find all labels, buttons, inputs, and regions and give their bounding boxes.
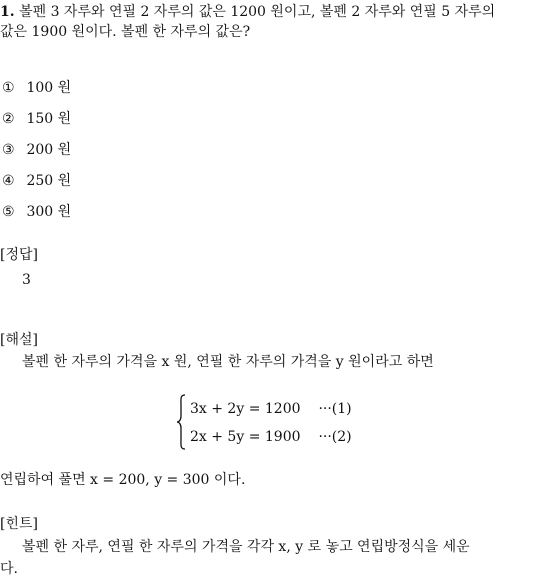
left-brace-icon: [176, 394, 186, 450]
option-marker: ④: [2, 173, 15, 189]
option-marker: ①: [2, 80, 15, 96]
hint-heading: [힌트]: [0, 516, 38, 532]
answer-value: 3: [22, 272, 31, 288]
equation-1: [190, 399, 352, 419]
equation-2-body: 2x + 5y = 1900: [190, 429, 301, 445]
equation-system: [176, 394, 376, 450]
hint-line-1: 볼펜 한 자루, 연필 한 자루의 가격을 각각 x, y 로 놓고 연립방정식을 세운: [22, 539, 470, 555]
question-number: 1.: [0, 4, 15, 20]
explanation-line-1: 볼펜 한 자루의 가격을 x 원, 연필 한 자루의 가격을 y 원이라고 하면: [22, 354, 434, 370]
equation-2-tag: ···(2): [318, 429, 352, 445]
option-2[interactable]: [2, 109, 71, 129]
question-text-1: 볼펜 3 자루와 연필 2 자루의 값은 1200 원이고, 볼펜 2 자루와 연필 5 자루의: [19, 4, 496, 20]
option-label: 300 원: [26, 204, 72, 220]
option-marker: ③: [2, 142, 15, 158]
question-line-2: [0, 22, 250, 42]
option-5[interactable]: [2, 202, 71, 222]
explanation-heading: [해설]: [0, 332, 38, 348]
question-line-1: [0, 2, 495, 22]
option-marker: ②: [2, 111, 15, 127]
option-1[interactable]: [2, 78, 71, 98]
equation-2: [190, 427, 352, 447]
option-label: 250 원: [26, 173, 72, 189]
option-3[interactable]: [2, 140, 71, 160]
question-text-2: 값은 1900 원이다. 볼펜 한 자루의 값은?: [0, 24, 251, 40]
answer-heading: [정답]: [0, 247, 38, 263]
equation-1-tag: ···(1): [318, 401, 352, 417]
option-marker: ⑤: [2, 204, 15, 220]
equation-1-body: 3x + 2y = 1200: [190, 401, 301, 417]
option-label: 100 원: [26, 80, 72, 96]
hint-line-2: 다.: [0, 561, 18, 577]
option-label: 150 원: [26, 111, 72, 127]
option-4[interactable]: [2, 171, 71, 191]
explanation-result: 연립하여 풀면 x = 200, y = 300 이다.: [0, 472, 246, 488]
option-label: 200 원: [26, 142, 72, 158]
